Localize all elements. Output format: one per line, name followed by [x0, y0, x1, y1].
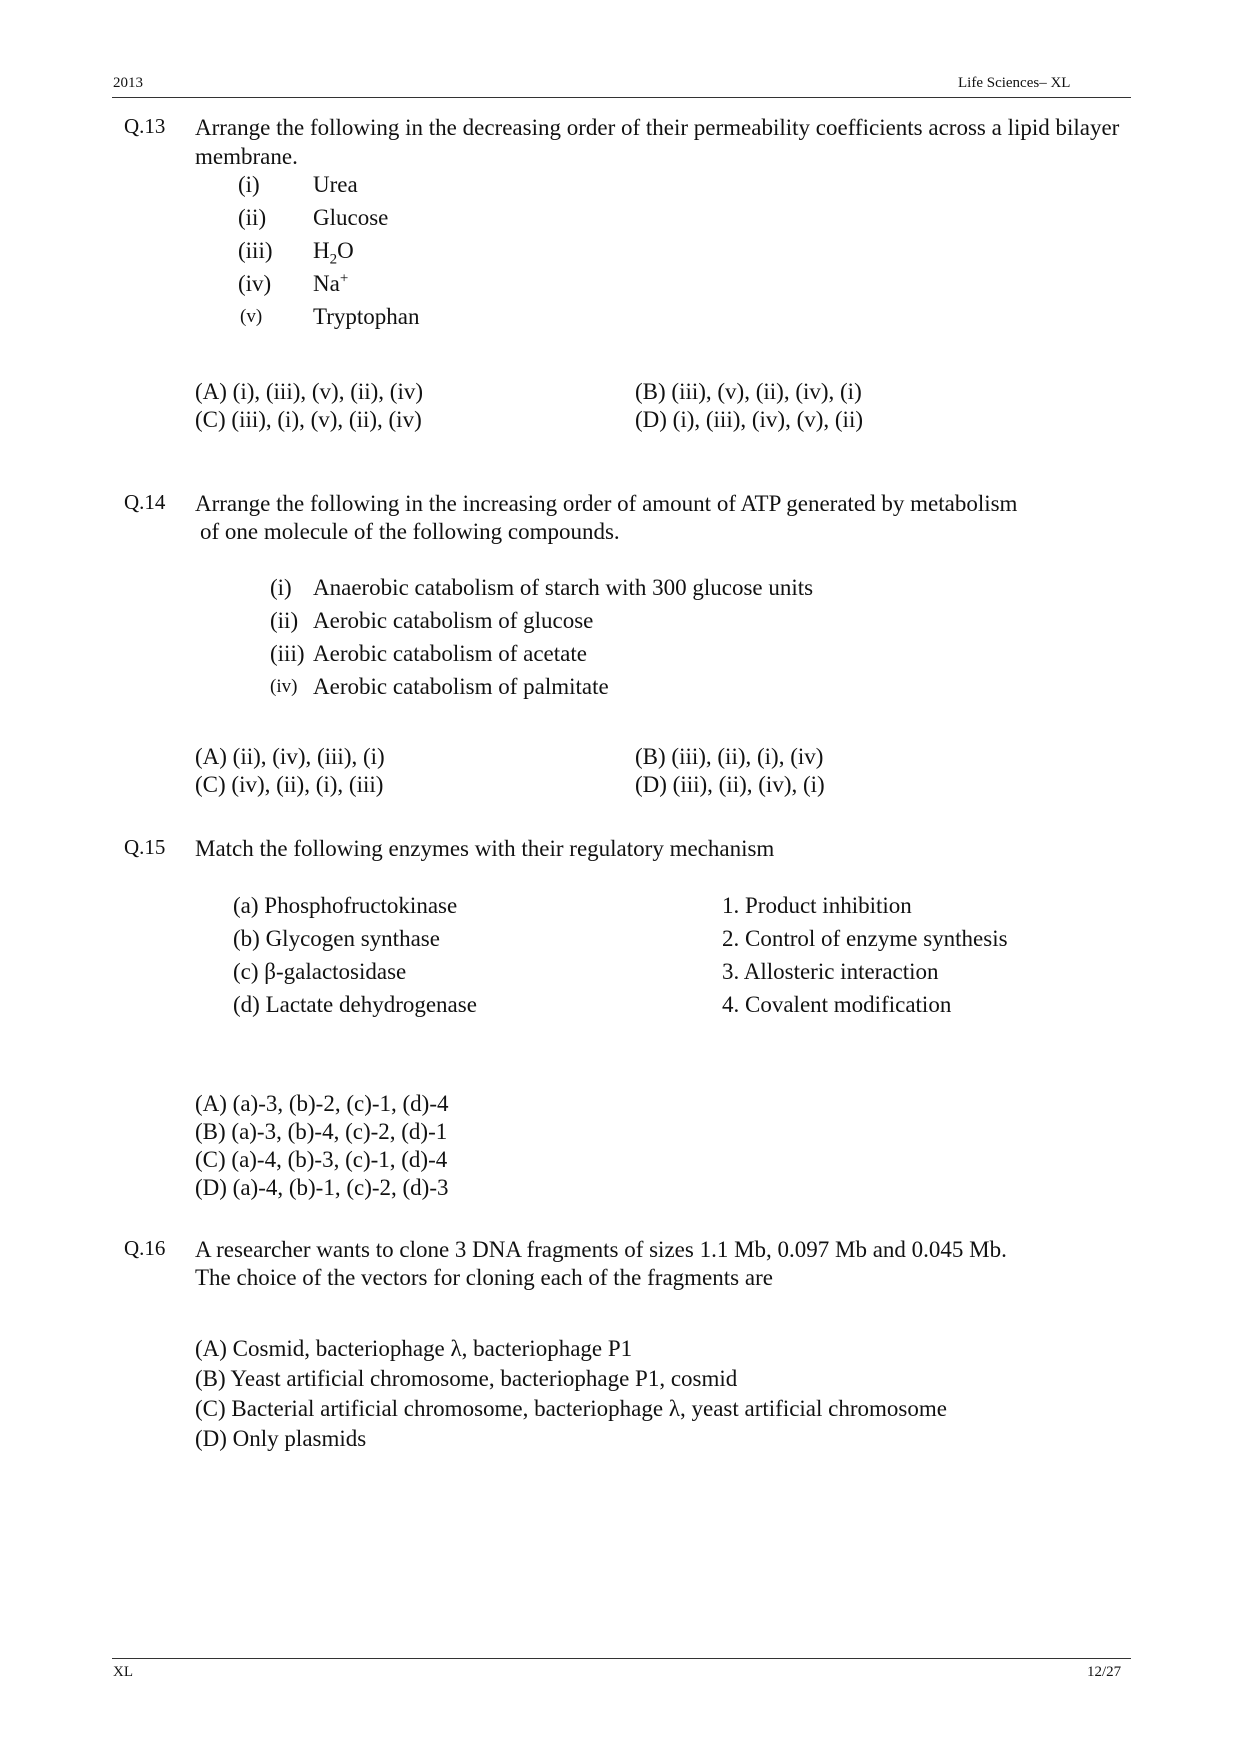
option-d: (D) (a)-4, (b)-1, (c)-2, (d)-3	[195, 1175, 449, 1200]
page-number: 12/27	[1087, 1664, 1122, 1680]
question-number: Q.14	[124, 490, 166, 514]
item-numeral: (ii)	[238, 205, 267, 230]
footer-rule	[112, 1658, 1131, 1659]
item-text: Tryptophan	[313, 304, 420, 329]
question-text: Arrange the following in the decreasing order of their permeability coefficients across a lipid bilayer membrane.	[195, 115, 1120, 169]
question-number: Q.16	[124, 1236, 166, 1260]
question-text-line1: A researcher wants to clone 3 DNA fragments of sizes 1.1 Mb, 0.097 Mb and 0.045 Mb.	[195, 1237, 1007, 1262]
header-subject: Life Sciences– XL	[958, 75, 1071, 91]
option-b: (B) (iii), (v), (ii), (iv), (i)	[635, 379, 862, 404]
item-numeral: (iii)	[238, 238, 273, 263]
item-numeral: (iv)	[238, 271, 272, 296]
option-b: (B) (iii), (ii), (i), (iv)	[635, 744, 824, 769]
option-a: (A) Cosmid, bacteriophage λ, bacteriophage P1	[195, 1336, 633, 1361]
item-numeral: (i)	[270, 575, 292, 600]
match-right-item: 3. Allosteric interaction	[722, 959, 939, 984]
item-text: Aerobic catabolism of glucose	[313, 608, 594, 633]
option-d: (D) (i), (iii), (iv), (v), (ii)	[635, 407, 864, 432]
item-text-water	[313, 236, 354, 268]
item-numeral: (i)	[238, 172, 260, 197]
item-numeral: (iv)	[270, 676, 298, 697]
question-text-line1: Arrange the following in the increasing order of amount of ATP generated by metabolism	[195, 491, 1018, 516]
option-c: (C) (a)-4, (b)-3, (c)-1, (d)-4	[195, 1147, 448, 1172]
item-text: Aerobic catabolism of palmitate	[313, 674, 609, 699]
footer-code: XL	[113, 1664, 133, 1680]
question-number: Q.15	[124, 835, 166, 859]
match-right-item: 1. Product inhibition	[722, 893, 912, 918]
formula-subscript: 2	[329, 251, 338, 268]
option-c: (C) Bacterial artificial chromosome, bacteriophage λ, yeast artificial chromosome	[195, 1396, 947, 1421]
option-c: (C) (iv), (ii), (i), (iii)	[195, 772, 384, 797]
question-number: Q.13	[124, 114, 166, 138]
item-text-sodium	[313, 269, 348, 298]
match-left-item: (d) Lactate dehydrogenase	[233, 992, 477, 1017]
item-text: Anaerobic catabolism of starch with 300 glucose units	[313, 575, 814, 600]
match-left-item: (b) Glycogen synthase	[233, 926, 440, 951]
item-numeral: (ii)	[270, 608, 299, 633]
option-d: (D) Only plasmids	[195, 1426, 367, 1451]
question-text: Match the following enzymes with their regulatory mechanism	[195, 836, 775, 861]
formula-o: O	[337, 238, 354, 263]
formula-superscript: +	[339, 270, 349, 287]
match-left-item: (c) β-galactosidase	[233, 959, 407, 984]
question-text-line2: The choice of the vectors for cloning each of the fragments are	[195, 1265, 773, 1290]
formula-na: Na	[313, 271, 340, 296]
item-numeral: (iii)	[270, 641, 305, 666]
option-a: (A) (ii), (iv), (iii), (i)	[195, 744, 385, 769]
formula-h: H	[313, 238, 330, 263]
match-right-item: 2. Control of enzyme synthesis	[722, 926, 1008, 951]
header-rule	[112, 97, 1131, 98]
option-b: (B) (a)-3, (b)-4, (c)-2, (d)-1	[195, 1119, 448, 1144]
option-a: (A) (i), (iii), (v), (ii), (iv)	[195, 379, 424, 404]
header-year: 2013	[113, 75, 143, 91]
item-text: Aerobic catabolism of acetate	[313, 641, 587, 666]
option-d: (D) (iii), (ii), (iv), (i)	[635, 772, 825, 797]
option-b: (B) Yeast artificial chromosome, bacteriophage P1, cosmid	[195, 1366, 738, 1391]
match-right-item: 4. Covalent modification	[722, 992, 952, 1017]
option-a: (A) (a)-3, (b)-2, (c)-1, (d)-4	[195, 1091, 449, 1116]
item-text: Glucose	[313, 205, 389, 230]
option-c: (C) (iii), (i), (v), (ii), (iv)	[195, 407, 422, 432]
question-text-line2: of one molecule of the following compounds.	[200, 519, 620, 544]
item-text: Urea	[313, 172, 358, 197]
match-left-item: (a) Phosphofructokinase	[233, 893, 458, 918]
item-numeral: (v)	[240, 306, 263, 327]
